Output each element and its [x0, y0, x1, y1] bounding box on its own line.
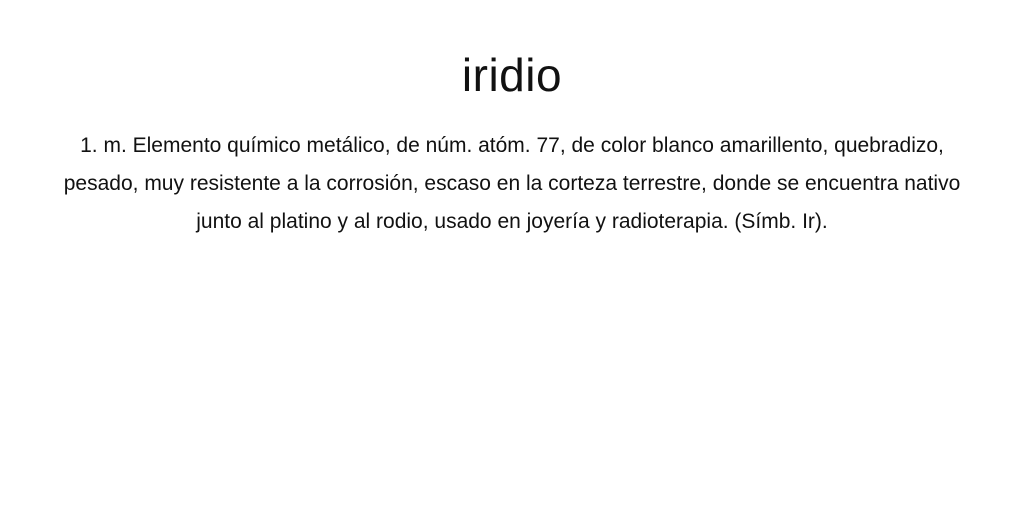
- entry-definition: 1. m. Elemento químico metálico, de núm. atóm. 77, de color blanco amarillento, quebradizo, pesado, muy resistente a la corrosión, escaso en la corteza terrestre, donde se encuentra nativo junto al platino y al rodio, usado en joyería y radioterapia. (Símb. Ir).: [63, 134, 961, 233]
- entry-term: iridio: [461, 49, 563, 101]
